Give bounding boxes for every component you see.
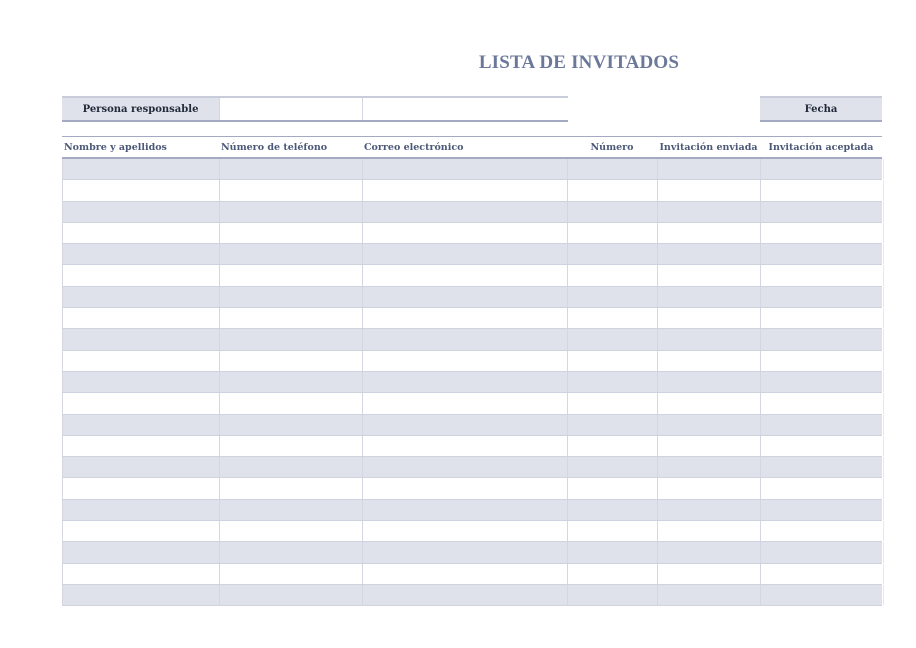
- cell-invitation-sent[interactable]: [657, 223, 761, 243]
- cell-phone[interactable]: [219, 415, 363, 435]
- cell-invitation-sent[interactable]: [657, 202, 761, 222]
- cell-phone[interactable]: [219, 223, 363, 243]
- cell-invitation-accepted[interactable]: [760, 436, 884, 456]
- cell-invitation-accepted[interactable]: [760, 393, 884, 413]
- cell-invitation-accepted[interactable]: [760, 564, 884, 584]
- cell-invitation-accepted[interactable]: [760, 329, 884, 349]
- cell-invitation-accepted[interactable]: [760, 308, 884, 328]
- cell-invitation-sent[interactable]: [657, 521, 761, 541]
- cell-phone[interactable]: [219, 457, 363, 477]
- responsible-person-bar: [62, 96, 568, 122]
- cell-name[interactable]: [62, 478, 220, 498]
- cell-phone[interactable]: [219, 500, 363, 520]
- cell-invitation-sent[interactable]: [657, 308, 761, 328]
- cell-name[interactable]: [62, 351, 220, 371]
- cell-number[interactable]: [567, 564, 658, 584]
- cell-invitation-accepted[interactable]: [760, 223, 884, 243]
- cell-email[interactable]: [362, 436, 568, 456]
- table-row: [62, 521, 882, 542]
- cell-number[interactable]: [567, 457, 658, 477]
- cell-phone[interactable]: [219, 542, 363, 562]
- cell-number[interactable]: [567, 287, 658, 307]
- cell-number[interactable]: [567, 351, 658, 371]
- cell-email[interactable]: [362, 521, 568, 541]
- cell-phone[interactable]: [219, 393, 363, 413]
- table-row: [62, 308, 882, 329]
- responsible-person-field[interactable]: [219, 98, 363, 120]
- cell-name[interactable]: [62, 287, 220, 307]
- cell-invitation-accepted[interactable]: [760, 180, 884, 200]
- cell-name[interactable]: [62, 500, 220, 520]
- cell-phone[interactable]: [219, 265, 363, 285]
- cell-phone[interactable]: [219, 564, 363, 584]
- column-header-phone: Número de teléfono: [221, 141, 328, 153]
- cell-name[interactable]: [62, 521, 220, 541]
- cell-invitation-sent[interactable]: [657, 415, 761, 435]
- cell-number[interactable]: [567, 372, 658, 392]
- table-body: [62, 159, 882, 606]
- table-row: [62, 265, 882, 286]
- cell-invitation-accepted[interactable]: [760, 202, 884, 222]
- table-row: [62, 202, 882, 223]
- cell-phone[interactable]: [219, 244, 363, 264]
- cell-number[interactable]: [567, 585, 658, 605]
- cell-number[interactable]: [567, 393, 658, 413]
- cell-name[interactable]: [62, 585, 220, 605]
- cell-name[interactable]: [62, 564, 220, 584]
- cell-invitation-accepted[interactable]: [760, 478, 884, 498]
- cell-invitation-sent[interactable]: [657, 457, 761, 477]
- cell-invitation-sent[interactable]: [657, 436, 761, 456]
- cell-email[interactable]: [362, 180, 568, 200]
- cell-number[interactable]: [567, 521, 658, 541]
- cell-invitation-sent[interactable]: [657, 159, 761, 179]
- cell-name[interactable]: [62, 329, 220, 349]
- cell-invitation-sent[interactable]: [657, 351, 761, 371]
- cell-email[interactable]: [362, 159, 568, 179]
- cell-phone[interactable]: [219, 372, 363, 392]
- table-row: [62, 372, 882, 393]
- cell-phone[interactable]: [219, 202, 363, 222]
- cell-email[interactable]: [362, 372, 568, 392]
- cell-email[interactable]: [362, 393, 568, 413]
- cell-name[interactable]: [62, 202, 220, 222]
- cell-invitation-accepted[interactable]: [760, 265, 884, 285]
- cell-phone[interactable]: [219, 585, 363, 605]
- cell-email[interactable]: [362, 329, 568, 349]
- cell-name[interactable]: [62, 372, 220, 392]
- cell-invitation-accepted[interactable]: [760, 287, 884, 307]
- table-row: [62, 436, 882, 457]
- cell-email[interactable]: [362, 244, 568, 264]
- cell-invitation-sent[interactable]: [657, 244, 761, 264]
- cell-email[interactable]: [362, 202, 568, 222]
- cell-name[interactable]: [62, 415, 220, 435]
- cell-invitation-sent[interactable]: [657, 500, 761, 520]
- cell-invitation-sent[interactable]: [657, 329, 761, 349]
- cell-invitation-accepted[interactable]: [760, 585, 884, 605]
- date-label: Fecha: [760, 98, 882, 120]
- column-header-email: Correo electrónico: [364, 141, 464, 153]
- cell-email[interactable]: [362, 500, 568, 520]
- cell-email[interactable]: [362, 585, 568, 605]
- cell-email[interactable]: [362, 478, 568, 498]
- cell-phone[interactable]: [219, 436, 363, 456]
- date-bar: [760, 96, 882, 122]
- table-row: [62, 457, 882, 478]
- table-row: [62, 159, 882, 180]
- table-row: [62, 287, 882, 308]
- cell-number[interactable]: [567, 478, 658, 498]
- table-row: [62, 351, 882, 372]
- cell-phone[interactable]: [219, 159, 363, 179]
- cell-email[interactable]: [362, 415, 568, 435]
- page-title: LISTA DE INVITADOS: [478, 52, 680, 73]
- table-row: [62, 329, 882, 350]
- cell-number[interactable]: [567, 265, 658, 285]
- cell-phone[interactable]: [219, 308, 363, 328]
- cell-number[interactable]: [567, 202, 658, 222]
- cell-number[interactable]: [567, 159, 658, 179]
- table-row: [62, 244, 882, 265]
- cell-number[interactable]: [567, 542, 658, 562]
- cell-name[interactable]: [62, 159, 220, 179]
- table-row: [62, 500, 882, 521]
- responsible-person-extra-field[interactable]: [362, 98, 569, 120]
- table-row: [62, 415, 882, 436]
- cell-name[interactable]: [62, 180, 220, 200]
- table-header: [62, 136, 882, 159]
- cell-email[interactable]: [362, 564, 568, 584]
- cell-invitation-sent[interactable]: [657, 564, 761, 584]
- cell-name[interactable]: [62, 436, 220, 456]
- cell-invitation-sent[interactable]: [657, 287, 761, 307]
- cell-phone[interactable]: [219, 287, 363, 307]
- cell-number[interactable]: [567, 180, 658, 200]
- cell-invitation-accepted[interactable]: [760, 351, 884, 371]
- cell-invitation-accepted[interactable]: [760, 521, 884, 541]
- cell-invitation-accepted[interactable]: [760, 542, 884, 562]
- cell-invitation-sent[interactable]: [657, 265, 761, 285]
- cell-invitation-sent[interactable]: [657, 585, 761, 605]
- table-row: [62, 478, 882, 499]
- table-row: [62, 223, 882, 244]
- cell-number[interactable]: [567, 223, 658, 243]
- cell-name[interactable]: [62, 223, 220, 243]
- cell-email[interactable]: [362, 457, 568, 477]
- table-row: [62, 542, 882, 563]
- responsible-person-label: Persona responsable: [62, 98, 219, 120]
- cell-number[interactable]: [567, 308, 658, 328]
- cell-number[interactable]: [567, 415, 658, 435]
- cell-invitation-accepted[interactable]: [760, 372, 884, 392]
- cell-phone[interactable]: [219, 329, 363, 349]
- cell-invitation-accepted[interactable]: [760, 159, 884, 179]
- cell-name[interactable]: [62, 244, 220, 264]
- cell-name[interactable]: [62, 265, 220, 285]
- cell-name[interactable]: [62, 457, 220, 477]
- cell-email[interactable]: [362, 223, 568, 243]
- cell-invitation-sent[interactable]: [657, 393, 761, 413]
- cell-number[interactable]: [567, 329, 658, 349]
- cell-name[interactable]: [62, 393, 220, 413]
- column-header-invitation-accepted: Invitación aceptada: [768, 141, 874, 153]
- column-header-invitation-sent: Invitación enviada: [659, 141, 758, 153]
- column-header-number: Número: [590, 141, 634, 153]
- cell-number[interactable]: [567, 436, 658, 456]
- table-row: [62, 393, 882, 414]
- cell-invitation-sent[interactable]: [657, 180, 761, 200]
- cell-invitation-accepted[interactable]: [760, 415, 884, 435]
- cell-name[interactable]: [62, 542, 220, 562]
- column-header-name: Nombre y apellidos: [64, 141, 167, 153]
- table-row: [62, 564, 882, 585]
- cell-email[interactable]: [362, 351, 568, 371]
- table-row: [62, 585, 882, 606]
- cell-invitation-sent[interactable]: [657, 542, 761, 562]
- cell-phone[interactable]: [219, 478, 363, 498]
- cell-phone[interactable]: [219, 351, 363, 371]
- cell-email[interactable]: [362, 287, 568, 307]
- cell-invitation-sent[interactable]: [657, 478, 761, 498]
- cell-email[interactable]: [362, 308, 568, 328]
- cell-invitation-accepted[interactable]: [760, 244, 884, 264]
- table-row: [62, 180, 882, 201]
- guest-table: [62, 136, 882, 606]
- cell-email[interactable]: [362, 542, 568, 562]
- cell-number[interactable]: [567, 244, 658, 264]
- cell-invitation-accepted[interactable]: [760, 500, 884, 520]
- cell-phone[interactable]: [219, 180, 363, 200]
- cell-email[interactable]: [362, 265, 568, 285]
- cell-name[interactable]: [62, 308, 220, 328]
- cell-phone[interactable]: [219, 521, 363, 541]
- cell-invitation-accepted[interactable]: [760, 457, 884, 477]
- cell-invitation-sent[interactable]: [657, 372, 761, 392]
- cell-number[interactable]: [567, 500, 658, 520]
